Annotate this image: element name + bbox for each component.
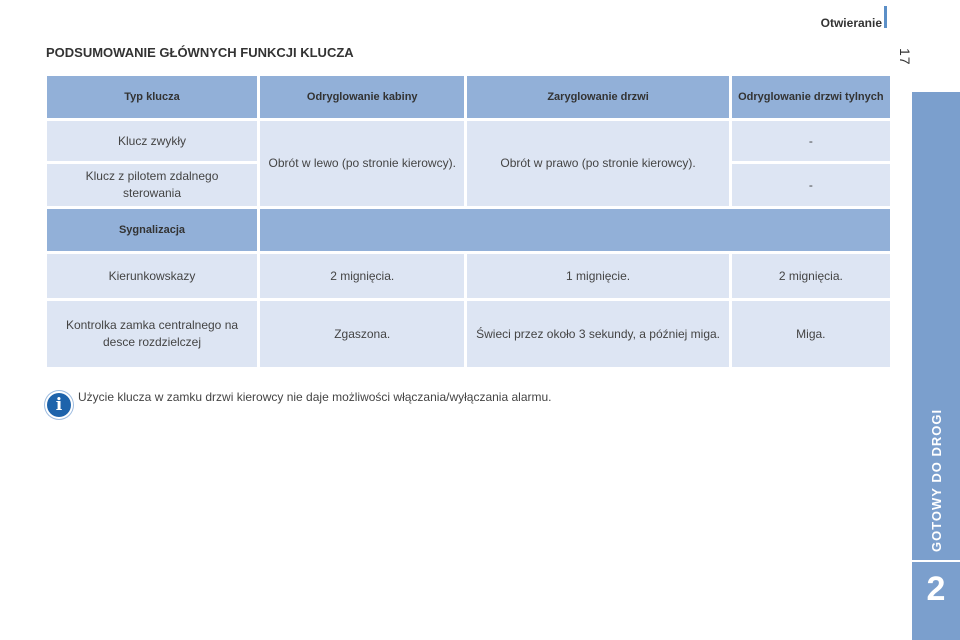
chapter-rule [912,560,960,562]
page-header-title: Otwieranie [820,16,882,30]
header-key-type: Typ klucza [47,76,257,118]
rear-unlock-cell: - [732,121,890,161]
info-icon: i [47,393,71,417]
section-title: PODSUMOWANIE GŁÓWNYCH FUNKCJI KLUCZA [46,45,354,60]
signal-header-row [47,209,890,251]
table-header-row [47,76,890,118]
chapter-number: 2 [926,570,946,608]
header-cabin-unlock: Odryglowanie kabiny [260,76,464,118]
table-row [47,121,890,161]
table-row [47,301,890,367]
header-signal: Sygnalizacja [47,209,257,251]
key-functions-table [44,73,893,370]
header-door-lock: Zaryglowanie drzwi [467,76,728,118]
table-cell: 2 mignięcia. [260,254,464,298]
door-lock-cell: Obrót w prawo (po stronie kierowcy). [467,121,728,206]
table-cell: Świeci przez około 3 sekundy, a później miga. [467,301,728,367]
table-cell: Miga. [732,301,890,367]
info-note-text: Użycie klucza w zamku drzwi kierowcy nie daje możliwości włączania/wyłączania alarmu. [78,390,552,404]
cabin-unlock-cell: Obrót w lewo (po stronie kierowcy). [260,121,464,206]
header-signal-span [260,209,890,251]
row-label: Kontrolka zamka centralnego na desce rozdzielczej [47,301,257,367]
row-label: Kierunkowskazy [47,254,257,298]
rear-unlock-cell: - [732,164,890,206]
table-cell: 2 mignięcia. [732,254,890,298]
table-row [47,254,890,298]
header-rear-unlock: Odryglowanie drzwi tylnych [732,76,890,118]
chapter-sidebar [912,92,960,640]
chapter-title: GOTOWY DO DROGI [929,408,944,552]
header-rule [884,6,887,28]
table-cell: Zgaszona. [260,301,464,367]
row-label: Klucz z pilotem zdalnego sterowania [47,164,257,206]
table-cell: 1 mignięcie. [467,254,728,298]
row-label: Klucz zwykły [47,121,257,161]
page-number: 17 [897,48,913,66]
